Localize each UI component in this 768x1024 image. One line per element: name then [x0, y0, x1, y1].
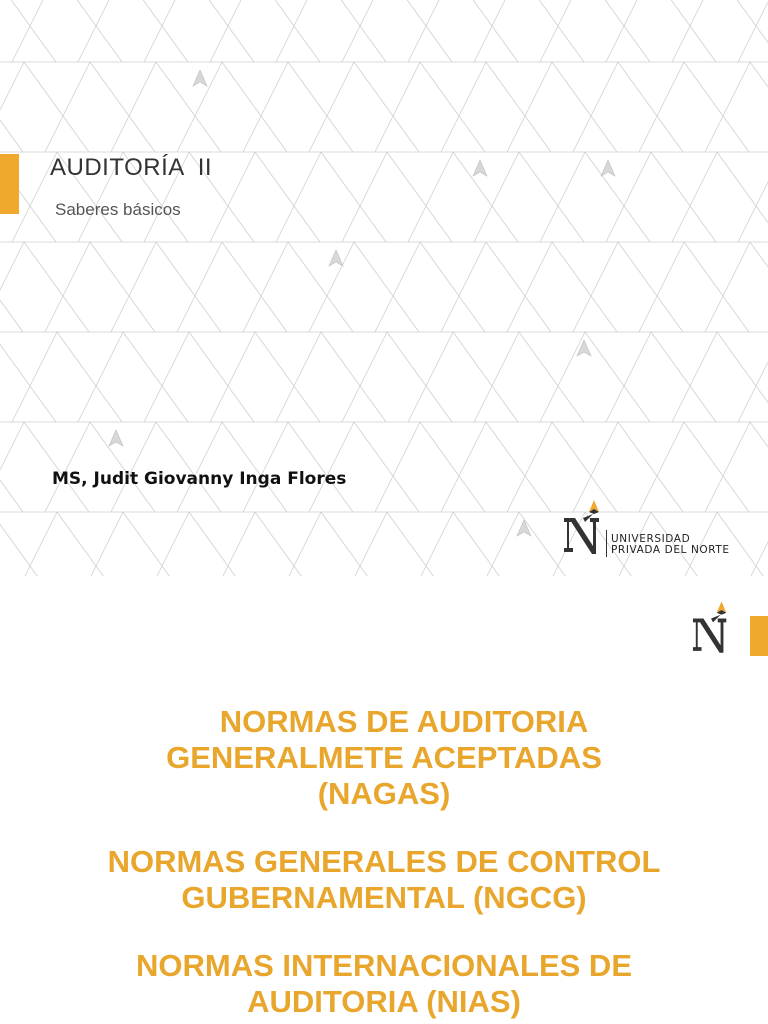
heading-line: NORMAS GENERALES DE CONTROL: [107, 844, 661, 879]
university-n-logo-icon: [563, 500, 605, 558]
slide-subtitle: Saberes básicos: [55, 200, 181, 219]
heading-ngcg: [30, 844, 738, 916]
pattern-peak: [329, 250, 343, 266]
pattern-peak: [517, 520, 531, 536]
university-n-logo-small-icon: [692, 600, 732, 658]
heading-line: GENERALMETE ACEPTADAS: [166, 740, 602, 775]
standards-slide: [0, 576, 768, 1024]
heading-line: (NAGAS): [317, 776, 451, 811]
university-name-line2: PRIVADA DEL NORTE: [611, 544, 730, 556]
pattern-peak: [601, 160, 615, 176]
heading-nagas: [30, 704, 738, 812]
pattern-peak: [577, 340, 591, 356]
university-name-line1: UNIVERSIDAD: [611, 533, 691, 545]
logo-divider: [606, 530, 607, 557]
corner-accent-bar: [750, 616, 768, 656]
heading-nias: [30, 948, 738, 1020]
pattern-peak: [473, 160, 487, 176]
heading-line: GUBERNAMENTAL (NGCG): [181, 880, 587, 915]
pattern-peak: [109, 430, 123, 446]
heading-line: AUDITORIA (NIAS): [247, 984, 521, 1019]
heading-line: NORMAS INTERNACIONALES DE: [135, 948, 632, 983]
university-name: [611, 534, 730, 556]
author-name: MS, Judit Giovanny Inga Flores: [52, 469, 347, 489]
heading-line: NORMAS DE AUDITORIA: [219, 704, 589, 739]
title-accent-bar: [0, 154, 19, 214]
slide-title: AUDITORÍA II: [50, 154, 213, 181]
pattern-peak: [193, 70, 207, 86]
